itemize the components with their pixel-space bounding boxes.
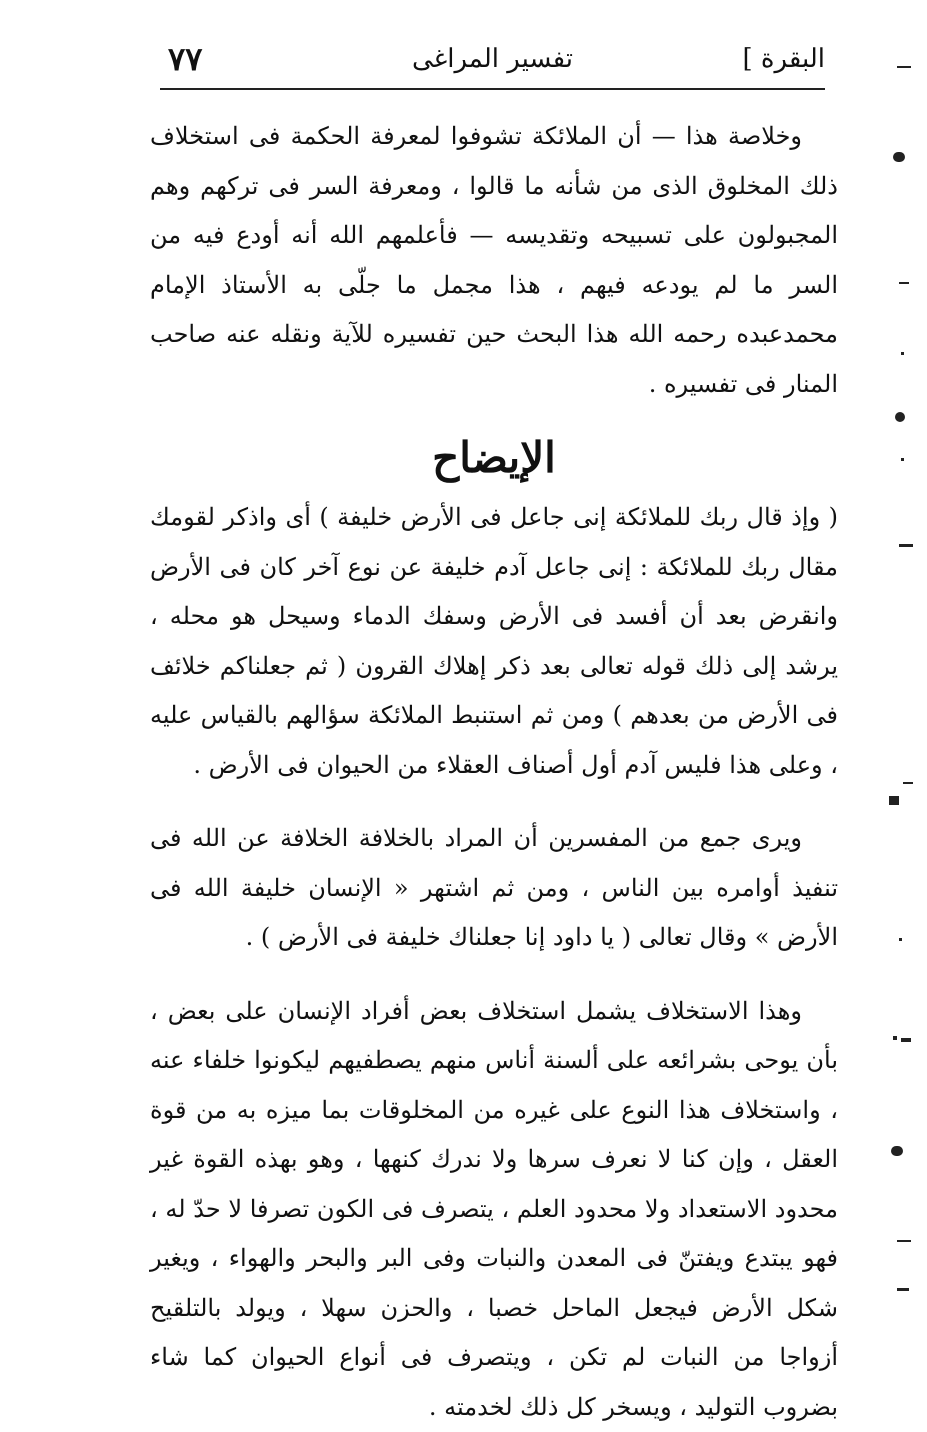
paragraph-verse-explanation: ( وإذ قال ربك للملائكة إنى جاعل فى الأرض خليفة ) أى واذكر لقومك مقال ربك للملائكة : إنى جاعل آدم خليفة عن نوع آخر كان فى الأرض وانقرض بعد أن أفسد فى الأرض وسفك الدماء وسيحل هو محله ، يرشد إلى ذلك قوله تعالى بعد ذكر إهلاك القرون ( ثم جعلناكم خلائف فى الأرض من بعدهم ) ومن ثم استنبط الملائكة سؤالهم بالقياس عليه ، وعلى هذا فليس آدم أول أصناف العقلاء من الحيوان فى الأرض . <box>150 493 838 790</box>
surah-name: البقرة ] <box>742 44 825 74</box>
book-title: تفسير المراغى <box>160 44 825 74</box>
paragraph-commentators-view: ويرى جمع من المفسرين أن المراد بالخلافة الخلافة عن الله فى تنفيذ أوامره بين الناس ، ومن ثم اشتهر « الإنسان خليفة الله فى الأرض » وقال تعالى ( يا داود إنا جعلناك خليفة فى الأرض ) . <box>150 814 838 963</box>
paragraph-succession: وهذا الاستخلاف يشمل استخلاف بعض أفراد الإنسان على بعض ، بأن يوحى بشرائعه على ألسنة أناس منهم يصطفيهم ليكونوا خلفاء عنه ، واستخلاف هذا النوع على غيره من المخلوقات بما ميزه به من قوة العقل ، وإن كنا لا نعرف سرها ولا ندرك كنهها ، وهو بهذه القوة غير محدود الاستعداد ولا محدود العلم ، يتصرف فى الكون تصرفا لا حدّ له ، فهو يبتدع ويفتنّ فى المعدن والنبات وفى البر والبحر والهواء ، ويغير شكل الأرض فيجعل الماحل خصبا ، والحزن سهلا ، ويولد بالتلقيح أزواجا من النبات لم تكن ، ويتصرف فى أنواع الحيوان كما شاء بضروب التوليد ، ويسخر كل ذلك لخدمته . <box>150 987 838 1432</box>
main-text <box>150 112 838 1432</box>
paragraph-summary: وخلاصة هذا — أن الملائكة تشوفوا لمعرفة الحكمة فى استخلاف ذلك المخلوق الذى من شأنه ما قالوا ، ومعرفة السر فى تركهم وهم المجبولون على تسبيحه وتقديسه — فأعلمهم الله أنه أودع فيه من السر ما لم يودعه فيهم ، هذا مجمل ما جلّى به الأستاذ الإمام محمدعبده رحمه الله هذا البحث حين تفسيره للآية ونقله عنه صاحب المنار فى تفسيره . <box>150 112 838 409</box>
section-heading: الإيضاح <box>150 423 838 493</box>
page-number: ٧٧ <box>168 40 202 78</box>
scan-margin-marks <box>887 0 927 1311</box>
running-header <box>160 36 825 86</box>
header-rule <box>160 88 825 90</box>
